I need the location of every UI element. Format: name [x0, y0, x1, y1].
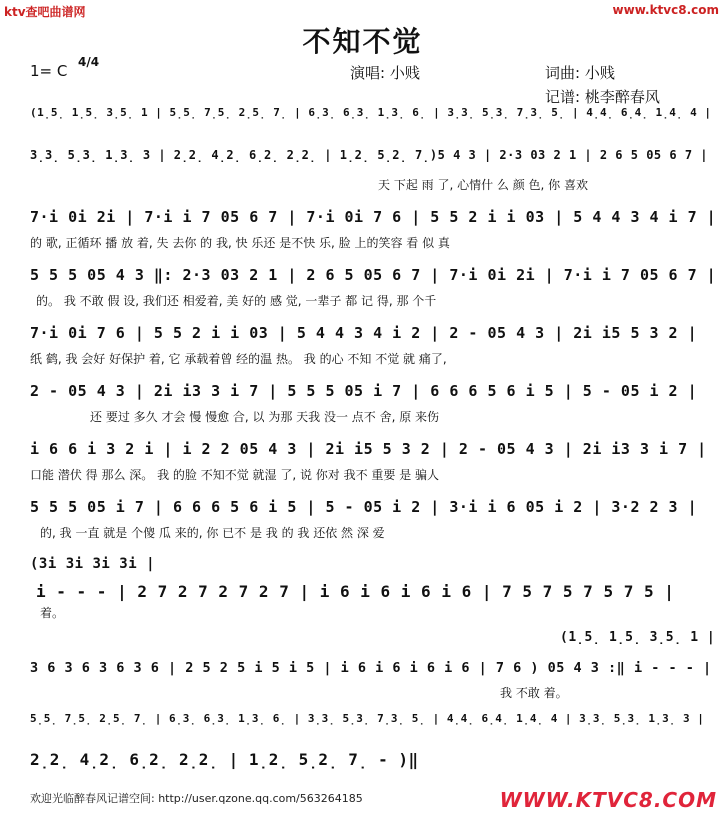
lyric-line: 的 歌, 正循环 播 放 着, 失 去你 的 我, 快 乐还 是不快 乐, 脸 上的笑容 看 似 真 [30, 236, 450, 250]
notation-row: i 6 6 i 3 2 i | i 2 2 05 4 3 | 2i i5 5 3 2 | 2 - 05 4 3 | 2i i3 3 i 7 | [30, 440, 707, 458]
lyricist-credit: 词曲: 小贱 [545, 64, 615, 82]
site-logo: WWW.KTVC8.COM [499, 788, 717, 812]
notation-row: i - - - | 2 7 2 7 2 7 2 7 | i 6 i 6 i 6 i 6 | 7 5 7 5 7 5 7 5 | [36, 582, 675, 601]
notation-row: (1̣5̣ 1̣5̣ 3̣5̣ 1 | 5̣5̣ 7̣5̣ 2̣5̣ 7̣ | 6̣3̣ 6̣3̣ 1̣3̣ 6̣ | 3̣3̣ 5̣3̣ 7̣3̣ 5̣ | 4̣4̣ 6̣4̣ 1̣4̣ 4 | [30, 106, 712, 119]
lyric-line: 天 下起 雨 了, 心情什 么 颜 色, 你 喜欢 [378, 178, 588, 192]
lyric-line: 的。 我 不敢 假 设, 我们还 相爱着, 美 好的 感 觉, 一辈子 都 记 得, 那 个千 [36, 294, 437, 308]
notation-row: 5̣5̣ 7̣5̣ 2̣5̣ 7̣ | 6̣3̣ 6̣3̣ 1̣3̣ 6̣ | 3̣3̣ 5̣3̣ 7̣3̣ 5̣ | 4̣4̣ 6̣4̣ 1̣4̣ 4 | 3̣3̣ 5̣3̣ 1̣3̣ 3 | [30, 712, 705, 725]
notation-row: 7·i 0i 2i | 7·i i 7 05 6 7 | 7·i 0i 7 6 | 5 5 2 i i 03 | 5 4 4 3 4 i 7 | [30, 208, 717, 226]
lyric-line: 口能 潜伏 得 那么 深。 我 的脸 不知不觉 就湿 了, 说 你对 我不 重要 是 骗人 [30, 468, 440, 482]
footer-credit: 欢迎光临醉春风记谱空间: http://user.qzone.qq.com/563264185 [30, 792, 363, 805]
site-watermark-right: www.ktvc8.com [612, 3, 719, 17]
lyric-line: 还 要过 多久 才会 慢 慢愈 合, 以 为那 天我 没一 点不 舍, 原 来伤 [90, 410, 440, 424]
notation-row: 3̣3̣ 5̣3̣ 1̣3̣ 3 | 2̣2̣ 4̣2̣ 6̣2̣ 2̣2̣ | 1̣2̣ 5̣2̣ 7̣)5 4 3 | 2·3 03 2 1 | 2 6 5 05 6 7 | [30, 148, 708, 162]
lyric-line: 的, 我 一直 就是 个傻 瓜 来的, 你 已不 是 我 的 我 还依 然 深 爱 [40, 526, 385, 540]
notation-row: 7·i 0i 7 6 | 5 5 2 i i 03 | 5 4 4 3 4 i 2 | 2 - 05 4 3 | 2i i5 5 3 2 | [30, 324, 698, 342]
transcriber-credit: 记谱: 桃李醉春风 [545, 88, 660, 106]
time-signature: 4/4 [78, 55, 100, 69]
notation-row: (1̣5̣ 1̣5̣ 3̣5̣ 1 | [560, 630, 716, 645]
notation-row: 3 6 3 6 3 6 3 6 | 2 5 2 5 i 5 i 5 | i 6 i 6 i 6 i 6 | 7 6 ) 05 4 3 :‖ i - - - | [30, 660, 712, 676]
lyric-line: 我 不敢 着。 [500, 686, 568, 700]
key-signature: 1= C [30, 62, 68, 80]
singer-credit: 演唱: 小贱 [350, 64, 420, 82]
lyric-line: 纸 鹤, 我 会好 好保护 着, 它 承载着曾 经的温 热。 我 的心 不知 不觉 就 痛了, [30, 352, 447, 366]
song-title: 不知不觉 [302, 25, 423, 58]
notation-row: 5 5 5 05 4 3 ‖: 2·3 03 2 1 | 2 6 5 05 6 7 | 7·i 0i 2i | 7·i i 7 05 6 7 | [30, 266, 717, 284]
notation-row: 2 - 05 4 3 | 2i i3 3 i 7 | 5 5 5 05 i 7 | 6 6 6 5 6 i 5 | 5 - 05 i 2 | [30, 382, 698, 400]
notation-row: (3i 3i 3i 3i | [30, 556, 156, 572]
notation-row: 5 5 5 05 i 7 | 6 6 6 5 6 i 5 | 5 - 05 i 2 | 3·i i 6 05 i 2 | 3·2 2 3 | [30, 498, 698, 516]
notation-row: 2̣2̣ 4̣2̣ 6̣2̣ 2̣2̣ | 1̣2̣ 5̣2̣ 7̣ - )‖ [30, 750, 419, 769]
lyric-line: 着。 [40, 606, 65, 620]
site-watermark-left: ktv查吧曲谱网 [4, 5, 86, 19]
